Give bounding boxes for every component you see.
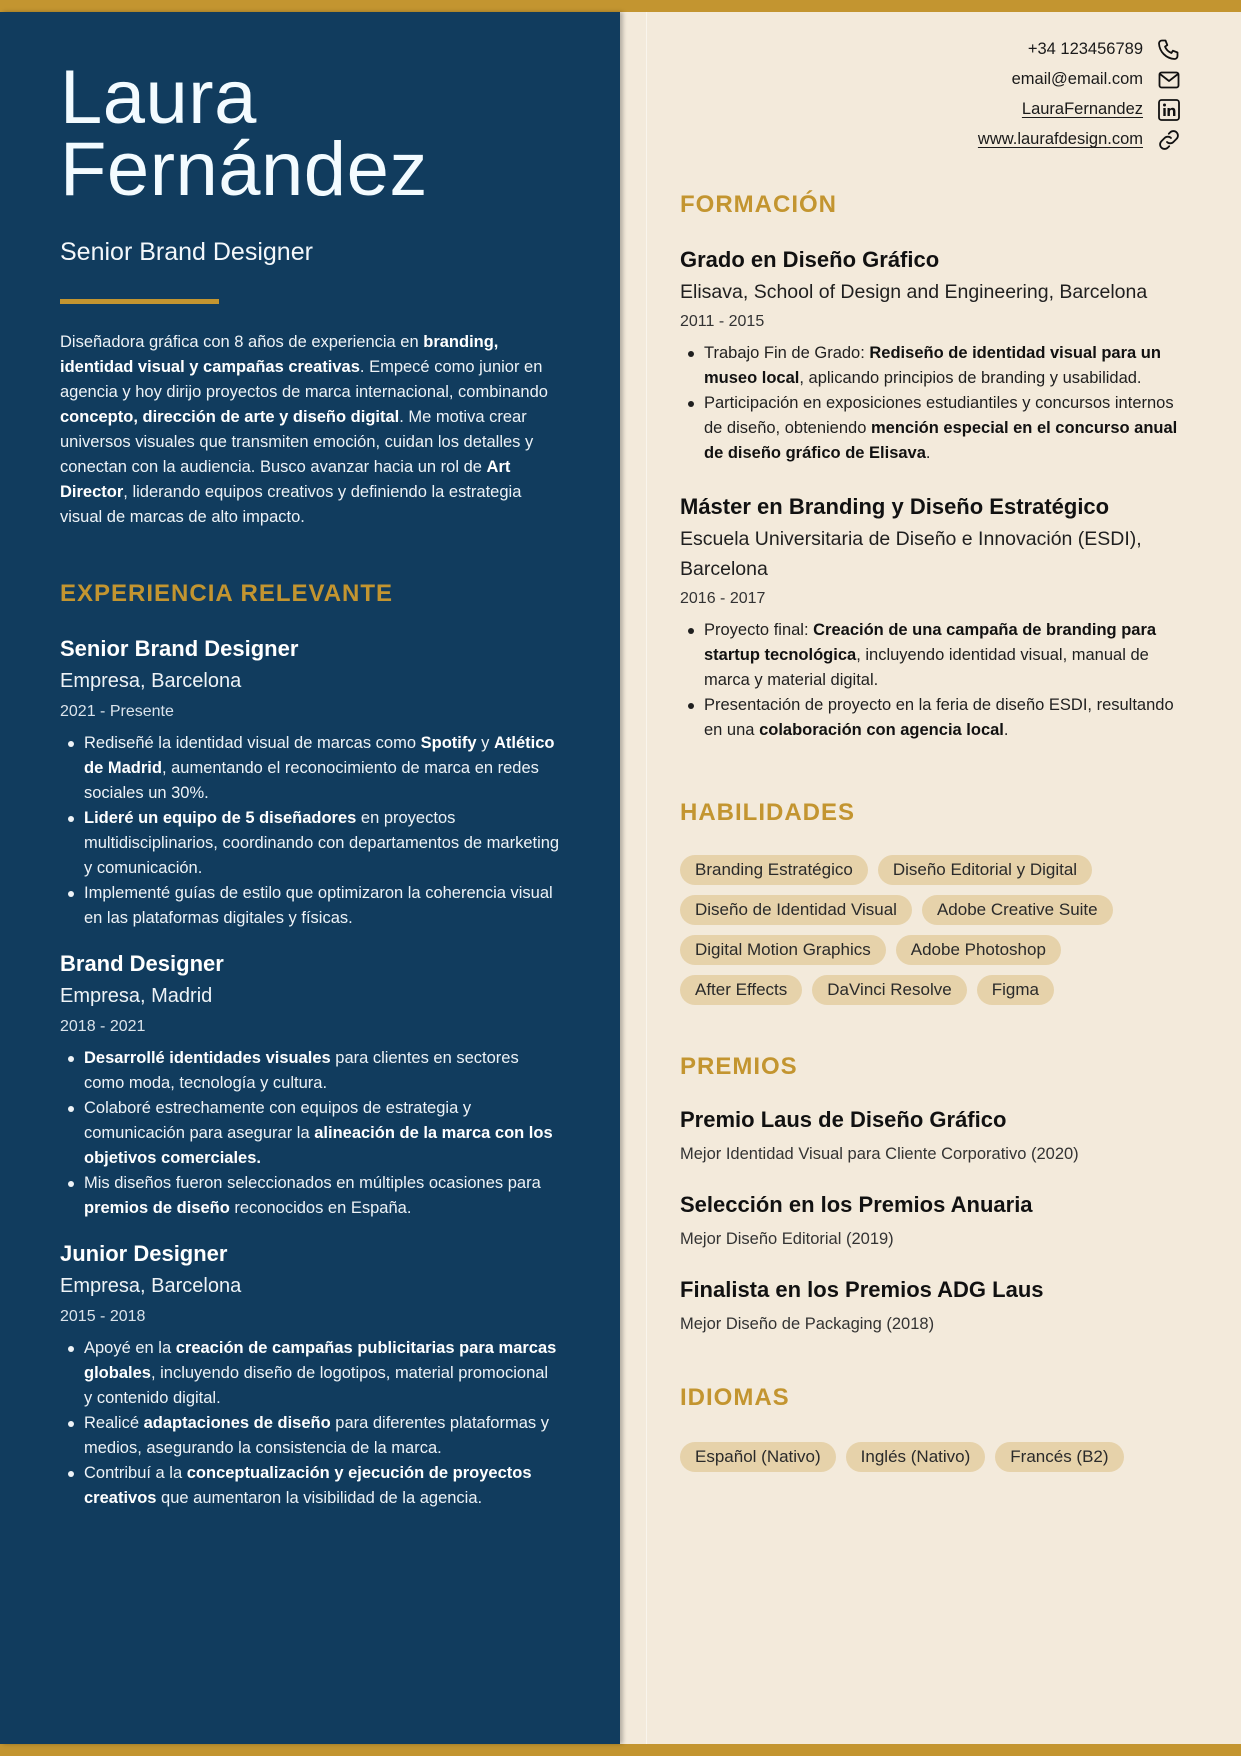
degree-title: Grado en Diseño Gráfico xyxy=(680,247,940,272)
sidebar xyxy=(0,12,620,1744)
school-name: Escuela Universitaria de Diseño e Innovación (ESDI), Barcelona xyxy=(680,528,1142,580)
skill-tag: Digital Motion Graphics xyxy=(680,935,886,965)
award-detail: Mejor Diseño de Packaging (2018) xyxy=(680,1315,935,1333)
contact-website[interactable] xyxy=(978,128,1181,151)
bullet-item: Desarrollé identidades visuales para clientes en sectores como moda, tecnología y cultura. xyxy=(84,1046,560,1096)
accent-divider xyxy=(60,299,219,304)
bullet-item: Mis diseños fueron seleccionados en múltiples ocasiones para premios de diseño reconocidos en España. xyxy=(84,1171,560,1221)
skills-heading: HABILIDADES xyxy=(680,799,856,826)
education-dates: 2016 - 2017 xyxy=(680,590,766,607)
languages-heading: IDIOMAS xyxy=(680,1384,790,1411)
experience-heading: EXPERIENCIA RELEVANTE xyxy=(60,580,394,607)
job-title: Junior Designer xyxy=(60,1241,228,1266)
education-heading: FORMACIÓN xyxy=(680,191,837,218)
languages-list xyxy=(680,1442,1180,1472)
job-title: Brand Designer xyxy=(60,951,224,976)
education-dates: 2011 - 2015 xyxy=(680,313,765,330)
contact-linkedin[interactable] xyxy=(1022,98,1181,121)
link-icon xyxy=(1157,128,1181,152)
main-column xyxy=(620,12,1241,1744)
education-bullets xyxy=(680,341,1181,466)
bullet-item: Implementé guías de estilo que optimizaron la coherencia visual en las plataformas digitales y físicas. xyxy=(84,881,560,931)
education-bullets xyxy=(680,618,1181,743)
bullet-item: Presentación de proyecto en la feria de diseño ESDI, resultando en una colaboración con agencia local. xyxy=(704,693,1181,743)
last-name: Fernández xyxy=(60,127,428,212)
job-dates: 2018 - 2021 xyxy=(60,1018,146,1035)
linkedin-link[interactable]: LauraFernandez xyxy=(1021,100,1143,118)
contact-phone[interactable] xyxy=(1028,38,1181,61)
job-company: Empresa, Madrid xyxy=(60,985,213,1007)
job-entry xyxy=(60,636,560,931)
job-title-headline: Senior Brand Designer xyxy=(60,238,313,266)
job-company: Empresa, Barcelona xyxy=(60,1275,242,1297)
award-title: Premio Laus de Diseño Gráfico xyxy=(680,1107,1007,1132)
school-name: Elisava, School of Design and Engineering, Barcelona xyxy=(680,281,1148,303)
phone-number[interactable]: +34 123456789 xyxy=(1027,40,1143,58)
bullet-item: Colaboré estrechamente con equipos de estrategia y comunicación para asegurar la alineación de la marca con los objetivos comerciales. xyxy=(84,1096,560,1171)
skill-tag: Figma xyxy=(977,975,1054,1005)
job-company: Empresa, Barcelona xyxy=(60,670,242,692)
language-tag: Español (Nativo) xyxy=(680,1442,836,1472)
experience-list xyxy=(60,636,560,1511)
skill-tag: Adobe Photoshop xyxy=(896,935,1061,965)
job-entry xyxy=(60,1241,560,1511)
job-bullets xyxy=(60,731,560,931)
education-entry xyxy=(680,247,1181,466)
bullet-item: Rediseñé la identidad visual de marcas como Spotify y Atlético de Madrid, aumentando el reconocimiento de marca en redes sociales un 30%. xyxy=(84,731,560,806)
bullet-item: Participación en exposiciones estudiantiles y concursos internos de diseño, obteniendo mención especial en el concurso anual de diseño gráfico de Elisava. xyxy=(704,391,1181,466)
language-tag: Inglés (Nativo) xyxy=(846,1442,986,1472)
bullet-item: Proyecto final: Creación de una campaña de branding para startup tecnológica, incluyendo identidad visual, manual de marca y material digital. xyxy=(704,618,1181,693)
award-entry xyxy=(680,1192,1181,1249)
full-name xyxy=(60,55,560,212)
job-bullets xyxy=(60,1336,560,1511)
award-entry xyxy=(680,1107,1181,1164)
award-entry xyxy=(680,1277,1181,1334)
award-detail: Mejor Diseño Editorial (2019) xyxy=(680,1230,894,1248)
job-dates: 2015 - 2018 xyxy=(60,1308,146,1325)
job-bullets xyxy=(60,1046,560,1221)
skill-tag: DaVinci Resolve xyxy=(812,975,966,1005)
skill-tag: After Effects xyxy=(680,975,802,1005)
bullet-item: Lideré un equipo de 5 diseñadores en proyectos multidisciplinarios, coordinando con departamentos de marketing y comunicación. xyxy=(84,806,560,881)
contact-list xyxy=(680,38,1181,151)
bullet-item: Trabajo Fin de Grado: Rediseño de identidad visual para un museo local, aplicando principios de branding y usabilidad. xyxy=(704,341,1181,391)
phone-icon xyxy=(1157,38,1181,62)
bullet-item: Apoyé en la creación de campañas publicitarias para marcas globales, incluyendo diseño de logotipos, material promocional y contenido digital. xyxy=(84,1336,560,1411)
resume-page xyxy=(0,12,1241,1744)
email-address[interactable]: email@email.com xyxy=(1011,70,1143,88)
skill-tag: Branding Estratégico xyxy=(680,855,868,885)
bullet-item: Contribuí a la conceptualización y ejecución de proyectos creativos que aumentaron la visibilidad de la agencia. xyxy=(84,1461,560,1511)
website-link[interactable]: www.laurafdesign.com xyxy=(977,130,1143,148)
job-dates: 2021 - Presente xyxy=(60,703,174,720)
language-tag: Francés (B2) xyxy=(995,1442,1123,1472)
skills-list xyxy=(680,855,1180,1005)
profile-summary: Diseñadora gráfica con 8 años de experiencia en branding, identidad visual y campañas creativas. Empecé como junior en agencia y hoy dirijo proyectos de marca internacional, combinando concepto, dirección de arte y diseño digital. Me motiva crear universos visuales que transmiten emoción, cuidan los detalles y conectan con la audiencia. Busco avanzar hacia un rol de Art Director, liderando equipos creativos y definiendo la estrategia visual de marcas de alto impacto. xyxy=(60,333,548,526)
first-name: Laura xyxy=(60,55,257,140)
award-title: Selección en los Premios Anuaria xyxy=(680,1192,1033,1217)
bullet-item: Realicé adaptaciones de diseño para diferentes plataformas y medios, asegurando la consistencia de la marca. xyxy=(84,1411,560,1461)
job-entry xyxy=(60,951,560,1221)
skill-tag: Diseño Editorial y Digital xyxy=(878,855,1092,885)
job-title: Senior Brand Designer xyxy=(60,636,299,661)
contact-email[interactable] xyxy=(1012,68,1181,91)
award-detail: Mejor Identidad Visual para Cliente Corporativo (2020) xyxy=(680,1145,1079,1163)
awards-heading: PREMIOS xyxy=(680,1053,798,1080)
degree-title: Máster en Branding y Diseño Estratégico xyxy=(680,494,1110,519)
skill-tag: Adobe Creative Suite xyxy=(922,895,1113,925)
skill-tag: Diseño de Identidad Visual xyxy=(680,895,912,925)
linkedin-icon xyxy=(1157,98,1181,122)
education-entry xyxy=(680,494,1181,743)
mail-icon xyxy=(1157,68,1181,92)
award-title: Finalista en los Premios ADG Laus xyxy=(680,1277,1044,1302)
